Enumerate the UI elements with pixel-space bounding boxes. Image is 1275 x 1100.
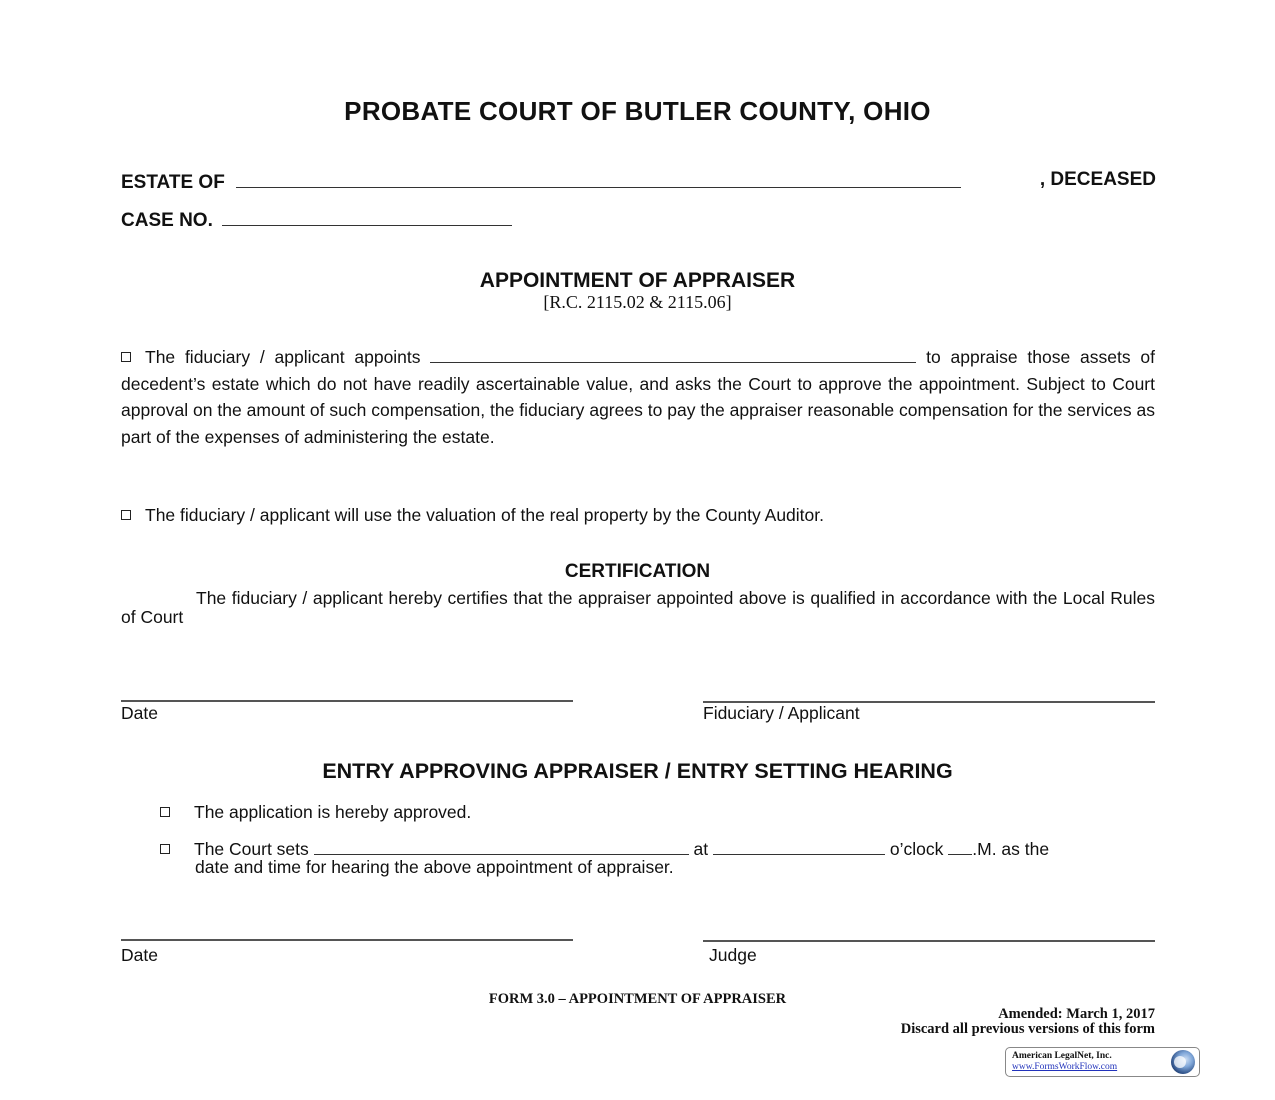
hearing-time-field[interactable] [713,839,885,855]
hearing-checkbox[interactable] [160,844,170,854]
logo-company: American LegalNet, Inc. [1012,1051,1112,1061]
case-number-field[interactable] [222,207,512,226]
entry-date-line[interactable] [121,939,573,941]
amended-date: Amended: March 1, 2017 [998,1006,1155,1022]
statute-reference: [R.C. 2115.02 & 2115.06] [543,292,732,312]
appoint-option-paragraph [121,344,1155,450]
auditor-valuation-checkbox[interactable] [121,510,131,520]
fiduciary-signature-label: Fiduciary / Applicant [703,703,860,723]
judge-signature-label: Judge [709,945,757,965]
discard-note: Discard all previous versions of this form [900,1021,1155,1037]
certification-text: The fiduciary / applicant hereby certifies that the appraiser appointed above is qualified in accordance with the Local Rules of Court [121,588,1155,627]
case-label: CASE NO. [121,210,213,231]
deceased-label: , DECEASED [1039,169,1156,190]
at-label: at [693,839,709,859]
certification-title: CERTIFICATION [564,561,711,582]
entry-title: ENTRY APPROVING APPRAISER / ENTRY SETTING HEARING [322,759,953,783]
am-pm-field[interactable] [948,839,972,855]
entry-date-label: Date [121,945,158,965]
approved-option [160,802,471,823]
hearing-continuation: date and time for hearing the above appointment of appraiser. [195,857,674,877]
hearing-date-field[interactable] [314,839,689,855]
appoint-text-before: The fiduciary / applicant appoints [145,347,421,367]
globe-icon [1171,1050,1195,1074]
approved-text: The application is hereby approved. [194,802,472,822]
oclock-label: o’clock [889,839,944,859]
estate-row [121,169,1156,194]
cert-date-label: Date [121,703,158,723]
court-title: PROBATE COURT OF BUTLER COUNTY, OHIO [344,96,931,126]
appoint-text-after: to appraise those [926,347,1071,367]
cert-date-line[interactable] [121,700,573,702]
form-name: FORM 3.0 – APPOINTMENT OF APPRAISER [488,991,787,1007]
judge-signature-line[interactable] [703,940,1155,942]
approved-checkbox[interactable] [160,807,170,817]
auditor-option-text: The fiduciary / applicant will use the valuation of the real property by the County Auditor. [145,505,824,525]
hearing-text-before: The Court sets [194,839,309,859]
logo-url-link[interactable]: www.FormsWorkFlow.com [1012,1062,1118,1072]
auditor-option-paragraph [121,502,1155,529]
hearing-option [160,839,1155,876]
hearing-text-after: .M. as the [972,839,1050,859]
appointment-title: APPOINTMENT OF APPRAISER [479,269,796,292]
appoint-continuation: assets of decedent’s estate which do not have readily ascertainable value, and asks the Court to approve the appointment. Subject to Court approval on the amount of such compensation, the fiduciary agrees to pay the appraiser reasonable compensation for the services as part of the expenses of administering the estate. [121,347,1155,447]
appoint-appraiser-checkbox[interactable] [121,352,131,362]
estate-label: ESTATE OF [121,172,225,193]
american-legalnet-logo[interactable] [1005,1047,1200,1077]
case-row [121,207,512,232]
appraiser-name-field[interactable] [430,345,916,363]
estate-name-field[interactable] [236,169,961,188]
